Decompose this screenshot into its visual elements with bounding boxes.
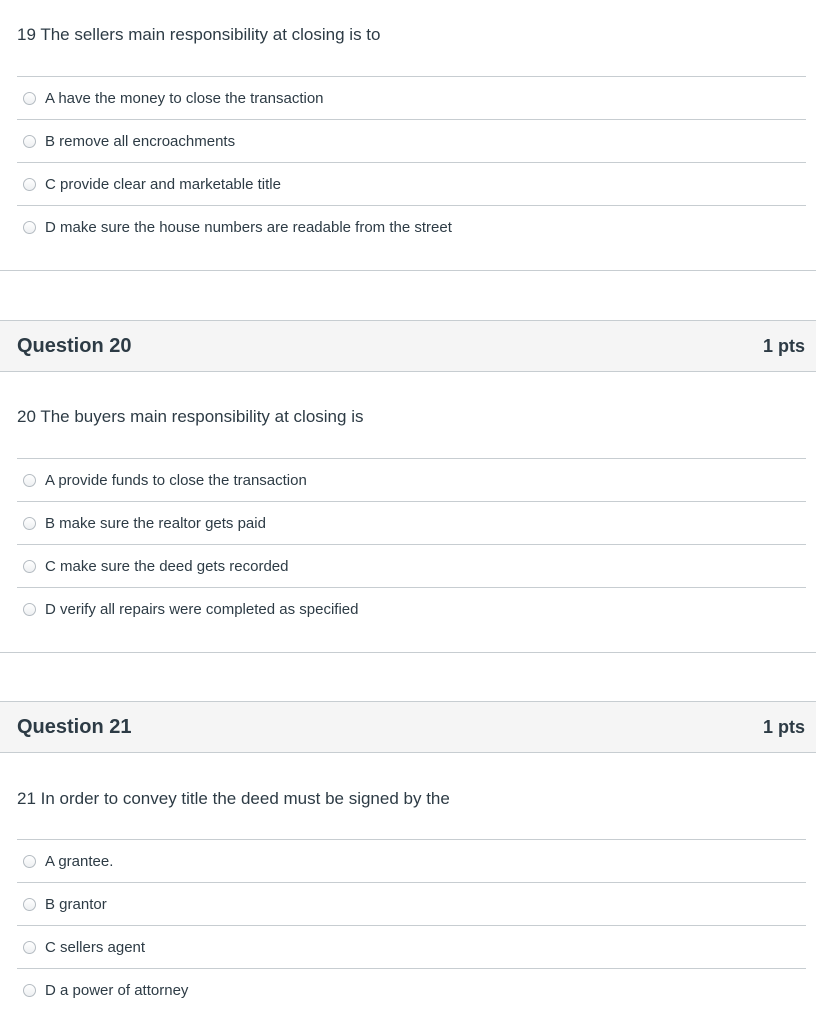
question-20-answers xyxy=(17,458,806,630)
question-20-header xyxy=(0,320,816,372)
answer-label: D a power of attorney xyxy=(45,981,189,999)
question-points: 1 pts xyxy=(762,335,805,356)
question-title: Question 20 xyxy=(17,334,132,357)
answer-option[interactable] xyxy=(17,205,806,248)
answer-option[interactable] xyxy=(17,925,806,968)
radio-button[interactable] xyxy=(23,221,36,234)
question-19-text: 19 The sellers main responsibility at closing is to xyxy=(17,25,381,44)
radio-button[interactable] xyxy=(23,984,36,997)
question-19-answers xyxy=(17,76,806,248)
answer-option[interactable] xyxy=(17,544,806,587)
answer-label: C provide clear and marketable title xyxy=(45,175,281,193)
answer-label: C make sure the deed gets recorded xyxy=(45,557,289,575)
radio-button[interactable] xyxy=(23,898,36,911)
answer-option[interactable] xyxy=(17,839,806,882)
answer-label: B make sure the realtor gets paid xyxy=(45,514,266,532)
radio-button[interactable] xyxy=(23,517,36,530)
radio-button[interactable] xyxy=(23,135,36,148)
answer-option[interactable] xyxy=(17,501,806,544)
answer-label: A grantee. xyxy=(45,852,114,870)
question-divider xyxy=(0,652,816,653)
radio-button[interactable] xyxy=(23,603,36,616)
answer-option[interactable] xyxy=(17,968,806,1011)
answer-label: B remove all encroachments xyxy=(45,132,236,150)
radio-button[interactable] xyxy=(23,474,36,487)
answer-label: A have the money to close the transaction xyxy=(45,89,324,107)
answer-label: D make sure the house numbers are readable from the street xyxy=(45,218,452,236)
question-title: Question 21 xyxy=(17,715,132,738)
question-21-answers xyxy=(17,839,806,1011)
answer-option[interactable] xyxy=(17,76,806,119)
radio-button[interactable] xyxy=(23,92,36,105)
question-21-text: 21 In order to convey title the deed must be signed by the xyxy=(17,789,450,808)
answer-option[interactable] xyxy=(17,162,806,205)
answer-label: D verify all repairs were completed as specified xyxy=(45,600,359,618)
radio-button[interactable] xyxy=(23,178,36,191)
answer-label: B grantor xyxy=(45,895,107,913)
answer-label: A provide funds to close the transaction xyxy=(45,471,307,489)
answer-option[interactable] xyxy=(17,587,806,630)
question-21-header xyxy=(0,701,816,753)
question-20-text: 20 The buyers main responsibility at closing is xyxy=(17,407,364,426)
radio-button[interactable] xyxy=(23,855,36,868)
radio-button[interactable] xyxy=(23,941,36,954)
answer-option[interactable] xyxy=(17,458,806,501)
radio-button[interactable] xyxy=(23,560,36,573)
answer-option[interactable] xyxy=(17,882,806,925)
answer-label: C sellers agent xyxy=(45,938,146,956)
question-divider xyxy=(0,270,816,271)
answer-option[interactable] xyxy=(17,119,806,162)
question-points: 1 pts xyxy=(762,716,805,737)
